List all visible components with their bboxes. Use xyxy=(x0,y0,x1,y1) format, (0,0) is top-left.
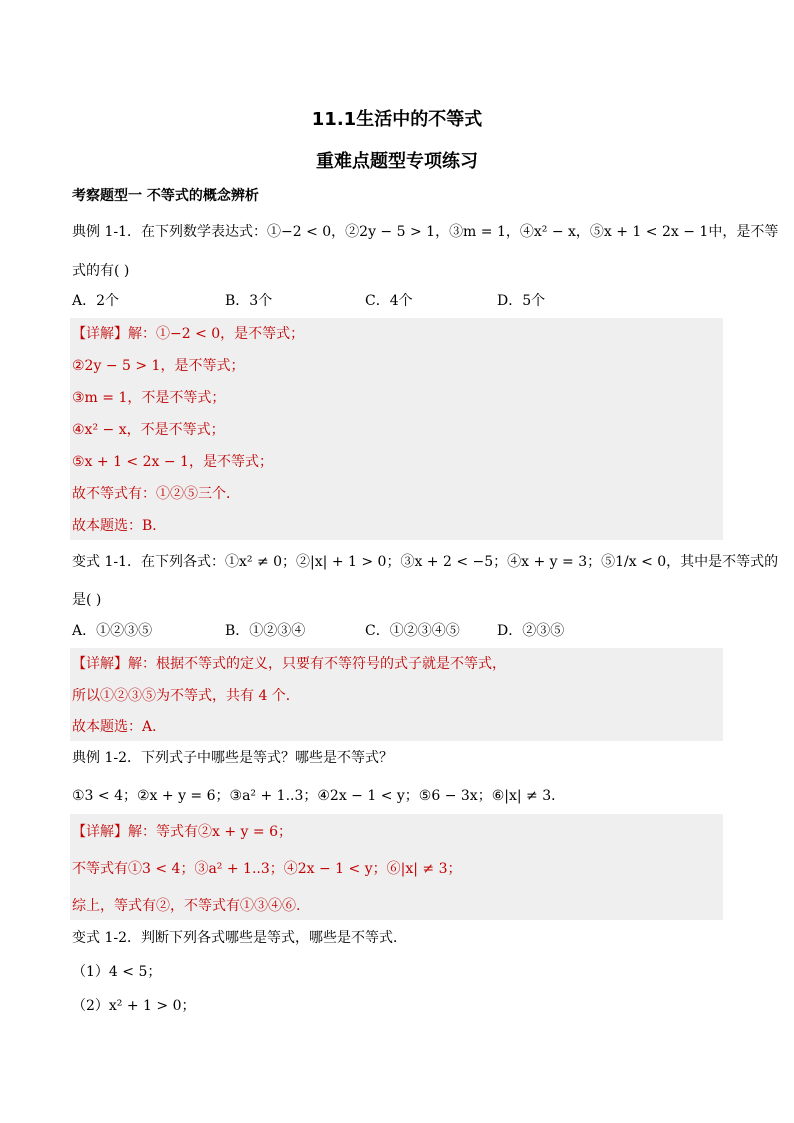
solution-line: ②2y − 5 > 1，是不等式； xyxy=(72,358,245,374)
option-c: C．4个 xyxy=(365,293,413,309)
solution-answer: 故本题选：A． xyxy=(72,719,167,735)
question-text: 典例 1-2．下列式子中哪些是等式？哪些是不等式？ xyxy=(72,750,393,766)
question-text: 变式 1-1．在下列各式：①x² ≠ 0；②|x| + 1 > 0；③x + 2 < −5；④x + y = 3；⑤1/x < 0，其中是不等式的 xyxy=(72,554,779,570)
solution-line: 【详解】解：①−2 < 0，是不等式； xyxy=(72,326,305,342)
solution-line: 【详解】解：根据不等式的定义，只要有不等符号的式子就是不等式， xyxy=(72,656,506,672)
question-item: （1）4 < 5； xyxy=(72,964,162,980)
option-b: B．①②③④ xyxy=(225,623,306,639)
question-item: （2）x² + 1 > 0； xyxy=(72,998,196,1014)
option-d: D．②③⑤ xyxy=(497,623,565,639)
question-text: 典例 1-1．在下列数学表达式：①−2 < 0，②2y − 5 > 1，③m = 1，④x² − x，⑤x + 1 < 2x − 1中，是不等 xyxy=(72,224,779,240)
question-expressions: ①3 < 4；②x + y = 6；③a² + 1..3；④2x − 1 < y；⑤6 − 3x；⑥|x| ≠ 3． xyxy=(72,788,566,804)
page-title: 11.1生活中的不等式 xyxy=(311,109,483,130)
solution-answer: 故本题选：B． xyxy=(72,518,167,534)
solution-line: 综上，等式有②，不等式有①③④⑥. xyxy=(72,898,301,914)
page-subtitle: 重难点题型专项练习 xyxy=(316,151,478,172)
solution-line: 所以①②③⑤为不等式，共有 4 个． xyxy=(72,688,300,704)
option-b: B．3个 xyxy=(225,293,273,309)
solution-line: ③m = 1，不是不等式； xyxy=(72,390,226,406)
solution-line: 故不等式有：①②⑤三个． xyxy=(72,486,240,502)
option-c: C．①②③④⑤ xyxy=(365,623,460,639)
question-text-cont: 是( ) xyxy=(72,592,102,608)
option-d: D．5个 xyxy=(497,293,546,309)
option-a: A．2个 xyxy=(72,293,120,309)
question-text: 变式 1-2．判断下列各式哪些是等式，哪些是不等式． xyxy=(72,930,407,946)
section-heading: 考察题型一 不等式的概念辨析 xyxy=(72,188,259,204)
question-text-cont: 式的有( ) xyxy=(72,263,130,279)
option-a: A．①②③⑤ xyxy=(72,623,153,639)
solution-line: ⑤x + 1 < 2x − 1，是不等式； xyxy=(72,454,273,470)
solution-line: ④x² − x，不是不等式； xyxy=(72,422,225,438)
solution-line: 不等式有①3 < 4；③a² + 1..3；④2x − 1 < y；⑥|x| ≠ 3； xyxy=(72,861,462,877)
solution-line: 【详解】解：等式有②x + y = 6； xyxy=(72,824,292,840)
